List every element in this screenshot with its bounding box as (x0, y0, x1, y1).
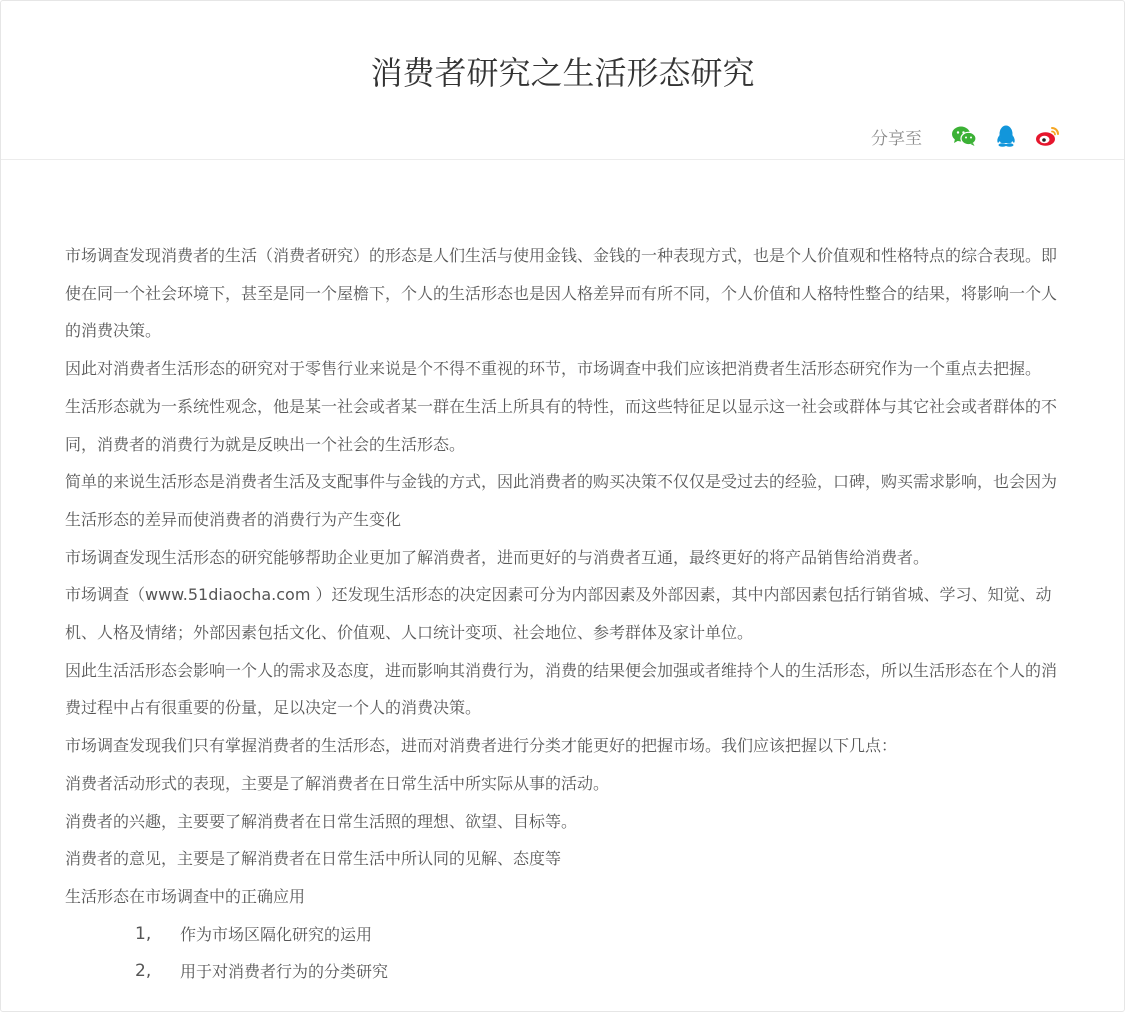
paragraph: 生活形态就为一系统性观念，他是某一社会或者某一群在生活上所具有的特性，而这些特征足以显示这一社会或群体与其它社会或者群体的不同，消费者的消费行为就是反映出一个社会的生活形态。 (65, 396, 1058, 454)
weibo-icon[interactable] (1034, 122, 1062, 150)
share-bar (871, 121, 1062, 151)
paragraph: 消费者活动形式的表现，主要是了解消费者在日常生活中所实际从事的活动。 (65, 773, 610, 793)
paragraph: 消费者的意见，主要是了解消费者在日常生活中所认同的见解、态度等 (65, 849, 562, 869)
list-number: 2, (135, 961, 152, 982)
paragraph: 市场调查（www.51diaocha.com ）还发现生活形态的决定因素可分为内部因素及外部因素，其中内部因素包括行销省城、学习、知觉、动机、人格及情绪；外部因素包括文化、价值观、人口统计变项、社会地位、参考群体及家计单位。 (65, 585, 1052, 643)
share-label: 分享至 (871, 128, 922, 149)
paragraph: 消费者的兴趣，主要要了解消费者在日常生活照的理想、欲望、目标等。 (65, 811, 578, 831)
paragraph: 因此对消费者生活形态的研究对于零售行业来说是个不得不重视的环节，市场调查中我们应该把消费者生活形态研究作为一个重点去把握。 (65, 359, 1042, 379)
paragraph: 因此生活活形态会影响一个人的需求及态度，进而影响其消费行为，消费的结果便会加强或者维持个人的生活形态，所以生活形态在个人的消费过程中占有很重要的份量，足以决定一个人的消费决策。 (65, 660, 1058, 718)
paragraph: 简单的来说生活形态是消费者生活及支配事件与金钱的方式，因此消费者的购买决策不仅仅是受过去的经验，口碑，购买需求影响，也会因为生活形态的差异而使消费者的消费行为产生变化 (65, 472, 1058, 529)
numbered-list (65, 916, 1060, 991)
paragraph: 市场调查发现生活形态的研究能够帮助企业更加了解消费者，进而更好的与消费者互通，最终更好的将产品销售给消费者。 (65, 547, 930, 567)
list-text: 作为市场区隔化研究的运用 (180, 924, 373, 944)
wechat-icon[interactable] (950, 122, 978, 150)
qq-icon[interactable] (992, 122, 1020, 150)
list-text: 用于对消费者行为的分类研究 (180, 962, 389, 982)
article-header (1, 1, 1124, 160)
article-body (65, 237, 1060, 991)
paragraph: 市场调查发现消费者的生活（消费者研究）的形态是人们生活与使用金钱、金钱的一种表现方式，也是个人价值观和性格特点的综合表现。即使在同一个社会环境下，甚至是同一个屋檐下，个人的生活形态也是因人格差异而有所不同，个人价值和人格特性整合的结果，将影响一个人的消费决策。 (65, 246, 1058, 341)
list-item (65, 916, 1060, 954)
paragraph: 市场调查发现我们只有掌握消费者的生活形态，进而对消费者进行分类才能更好的把握市场。我们应该把握以下几点： (65, 736, 898, 756)
paragraph: 生活形态在市场调查中的正确应用 (65, 886, 306, 906)
page-title: 消费者研究之生活形态研究 (370, 54, 755, 92)
list-number: 1, (135, 923, 152, 944)
list-item (65, 953, 1060, 991)
